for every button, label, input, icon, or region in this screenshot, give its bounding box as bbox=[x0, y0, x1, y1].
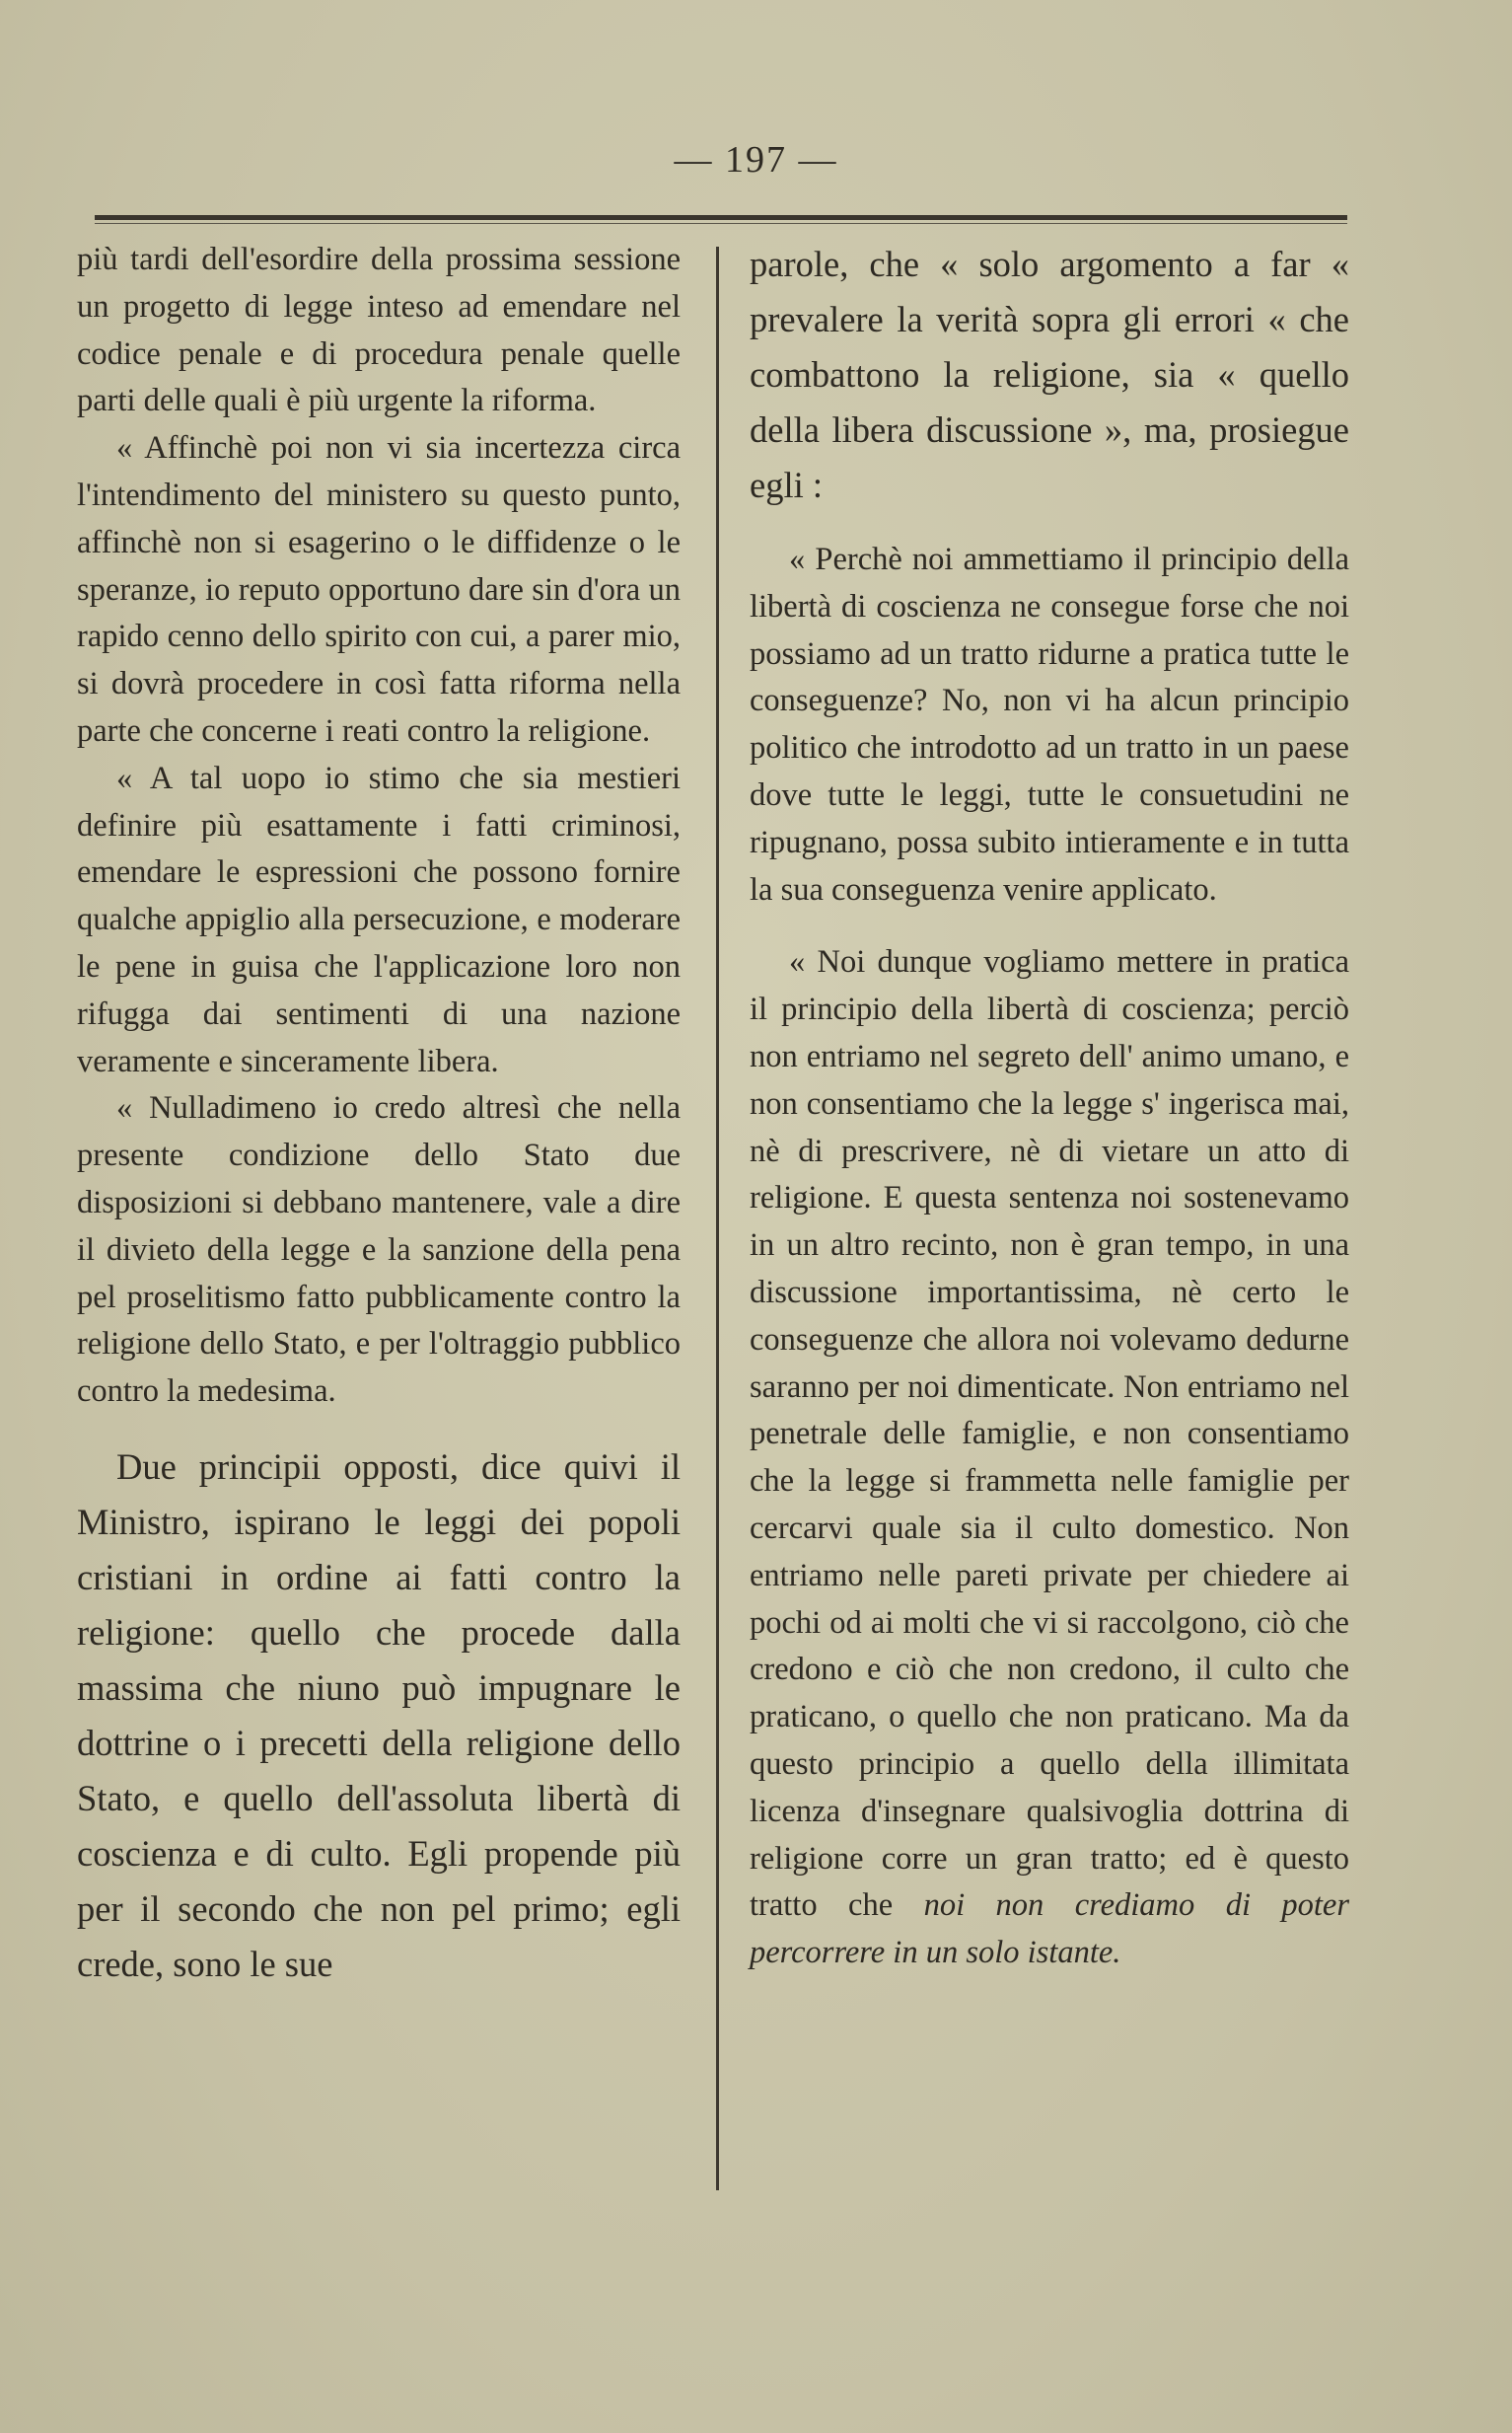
left-main-paragraph: Due principii opposti, dice quivi il Ministro, ispirano le leggi dei popoli cristiani in ordine ai fatti contro la religione: quello che procede dalla massima che niuno può impugnare le dottrine o i precetti della religione dello Stato, e quello dell'assoluta libertà di coscienza e di culto. Egli propende più per il secondo che non pel primo; egli crede, sono le sue bbox=[77, 1445, 681, 1984]
right-paragraph-1: « Perchè noi ammettiamo il principio della libertà di coscienza ne consegue forse che noi possiamo ad un tratto ridurne a pratica tutte le conseguenze? No, non vi ha alcun principio politico che introdotto ad un tratto in un paese dove tutte le leggi, tutte le consuetudini ne ripugnano, possa subito intieramente e in tutta la sua conseguenza venire applicato. bbox=[750, 542, 1349, 908]
header-rule bbox=[95, 215, 1347, 220]
right-main-paragraph: parole, che « solo argomento a far « prevalere la verità sopra gli errori « che combattono la religione, sia « quello della libera discussione », ma, prosiegue egli : bbox=[750, 244, 1349, 505]
left-column bbox=[77, 237, 681, 2200]
page-number: — 197 — bbox=[674, 139, 838, 181]
right-column bbox=[750, 237, 1349, 2210]
left-paragraph-2: « Affinchè poi non vi sia incertezza circa l'intendimento del ministero su questo punto, affinchè non si esagerino o le diffidenze o le speranze, io reputo opportuno dare sin d'ora un rapido cenno dello spirito con cui, a parer mio, si dovrà procedere in così fatta riforma nella parte che concerne i reati contro la religione. bbox=[77, 430, 681, 749]
column-divider bbox=[716, 247, 719, 2190]
right-paragraph-2-italic: noi non crediamo di poter percorrere in un solo istante. bbox=[750, 1887, 1350, 1971]
right-paragraph-2 bbox=[750, 939, 1349, 1977]
right-paragraph-2-text: « Noi dunque vogliamo mettere in pratica il principio della libertà di coscienza; perciò non entriamo nel segreto dell' animo umano, e non consentiamo che la legge s' ingerisca mai, nè di prescrivere, nè di vietare un atto di religione. E questa sentenza noi sostenevamo in un altro recinto, non è gran tempo, in una discussione importantissima, nè certo le conseguenze che allora noi volevamo dedurne saranno per noi dimenticate. Non entriamo nel penetrale delle famiglie, e non consentiamo che la legge si frammetta nelle famiglie per cercarvi quale sia il culto domestico. Non entriamo nelle pareti private per chiedere ai pochi od ai molti che vi si raccolgono, ciò che credono e ciò che non credono, il culto che praticano, o quello che non praticano. Ma da questo principio a quello della illimitata licenza d'insegnare qualsivoglia dottrina di religione corre un gran tratto; ed è questo tratto che bbox=[750, 944, 1349, 1924]
left-paragraph-1: più tardi dell'esordire della prossima sessione un progetto di legge inteso ad emendare nel codice penale e di procedura penale quelle parti delle quali è più urgente la riforma. bbox=[77, 242, 681, 419]
left-paragraph-3: « A tal uopo io stimo che sia mestieri definire più esattamente i fatti criminosi, emendare le espressioni che possono fornire qualche appiglio alla persecuzione, e moderare le pene in guisa che l'applicazione loro non rifugga dai sentimenti di una nazione veramente e sinceramente libera. bbox=[77, 760, 681, 1079]
left-paragraph-4: « Nulladimeno io credo altresì che nella presente condizione dello Stato due disposizioni si debbano mantenere, vale a dire il divieto della legge e la sanzione della pena pel proselitismo fatto pubblicamente contro la religione dello Stato, e per l'oltraggio pubblico contro la medesima. bbox=[77, 1090, 681, 1410]
